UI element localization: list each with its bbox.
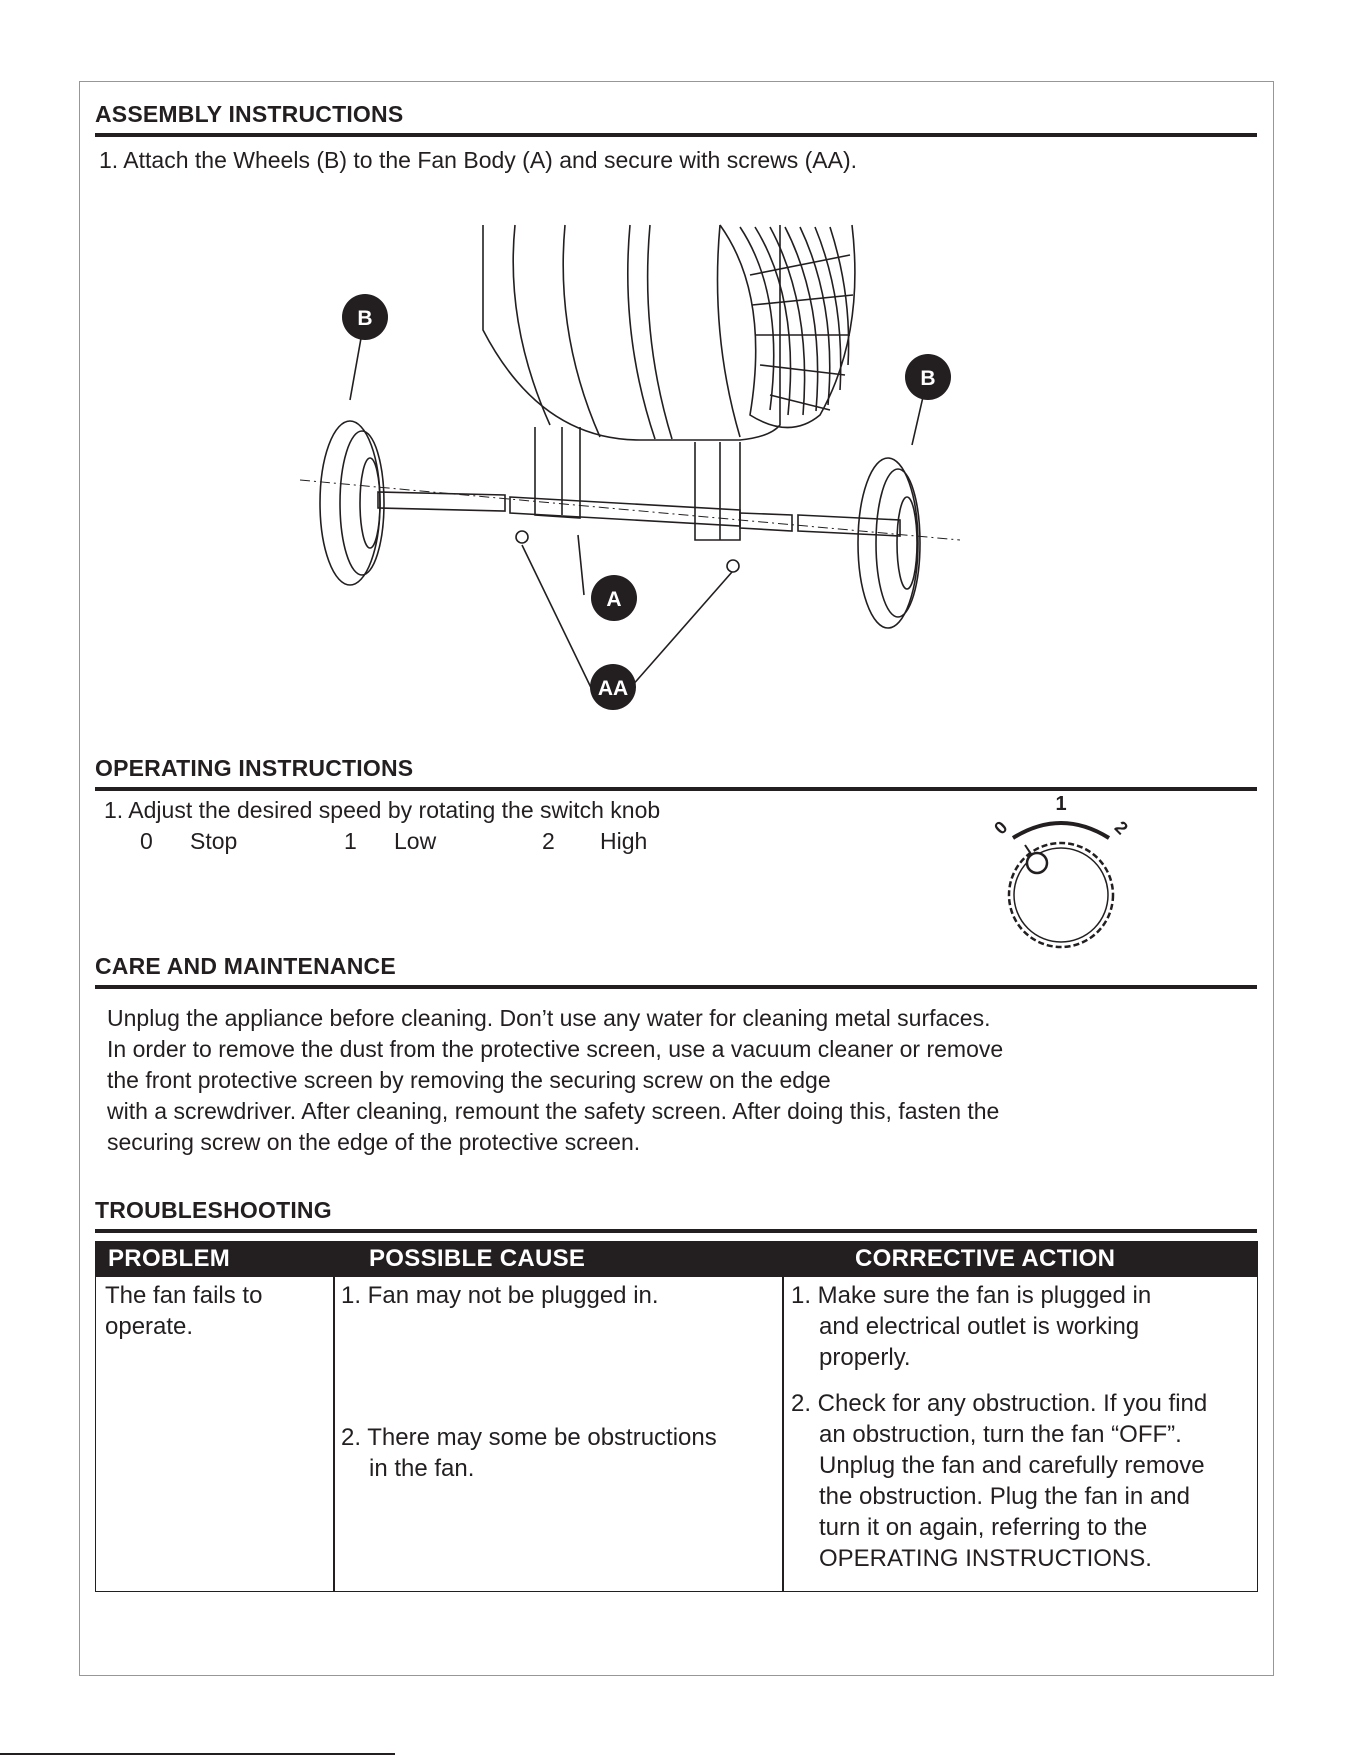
operating-heading: OPERATING INSTRUCTIONS [95,755,414,781]
care-line-1: Unplug the appliance before cleaning. Don’t use any water for cleaning metal surfaces. [107,1005,991,1031]
speed-0-label: Stop [190,828,238,854]
callout-b-left [342,294,388,340]
assembly-rule [95,133,1257,137]
troubleshooting-heading: TROUBLESHOOTING [95,1197,332,1223]
troubleshooting-table [95,1241,1258,1592]
care-line-5: securing screw on the edge of the protective screen. [107,1129,641,1155]
care-line-4: with a screwdriver. After cleaning, remount the safety screen. After doing this, fasten the [107,1098,1000,1124]
col-problem: PROBLEM [108,1245,231,1272]
assembly-heading: ASSEMBLY INSTRUCTIONS [95,101,404,127]
callout-a-label: A [606,588,622,611]
knob-mark-0: 0 [990,817,1012,839]
knob-mark-2: 2 [1110,817,1132,839]
care-line-2: In order to remove the dust from the protective screen, use a vacuum cleaner or remove [107,1036,1004,1062]
action-1-line-1: 1. Make sure the fan is plugged in [791,1282,1152,1309]
callout-b-right-label: B [920,367,936,390]
speed-2-num: 2 [542,828,555,854]
cause-2-line-1: 2. There may some be obstructions [341,1424,717,1451]
cause-2-line-2: in the fan. [369,1455,475,1482]
switch-knob-icon [985,790,1135,960]
speed-1-label: Low [394,828,437,854]
action-2-line-5: turn it on again, referring to the [819,1514,1148,1541]
care-line-3: the front protective screen by removing the securing screw on the edge [107,1067,831,1093]
column-divider [333,1277,335,1591]
fan-body [483,225,855,440]
callout-aa [590,664,636,710]
callout-b-right [905,354,951,400]
col-corrective-action: CORRECTIVE ACTION [855,1245,1116,1272]
action-1-line-3: properly. [819,1344,911,1371]
wheel-assembly-diagram [300,215,960,725]
callout-b-left-label: B [357,307,373,330]
speed-0-num: 0 [140,828,153,854]
callout-a [591,575,637,621]
action-2-line-6: OPERATING INSTRUCTIONS. [819,1545,1152,1572]
action-2-line-1: 2. Check for any obstruction. If you find [791,1390,1208,1417]
care-heading: CARE AND MAINTENANCE [95,953,396,979]
table-header [96,1242,1257,1277]
cause-1: 1. Fan may not be plugged in. [341,1282,659,1309]
assembly-step-1: 1. Attach the Wheels (B) to the Fan Body (A) and secure with screws (AA). [99,147,858,173]
knob-mark-1: 1 [1055,793,1067,815]
care-rule [95,985,1257,989]
action-2-line-3: Unplug the fan and carefully remove [819,1452,1205,1479]
action-2-line-4: the obstruction. Plug the fan in and [819,1483,1190,1510]
speed-1-num: 1 [344,828,357,854]
action-1-line-2: and electrical outlet is working [819,1313,1140,1340]
operating-step-1: 1. Adjust the desired speed by rotating the switch knob [104,797,661,823]
speed-2-label: High [600,828,648,854]
callout-aa-label: AA [597,677,629,700]
col-possible-cause: POSSIBLE CAUSE [369,1245,586,1272]
action-2-line-2: an obstruction, turn the fan “OFF”. [819,1421,1182,1448]
column-divider [782,1277,784,1591]
problem-line-2: operate. [105,1313,194,1340]
troubleshooting-rule [95,1229,1257,1233]
problem-line-1: The fan fails to [105,1282,263,1309]
footer-line [0,1753,395,1755]
